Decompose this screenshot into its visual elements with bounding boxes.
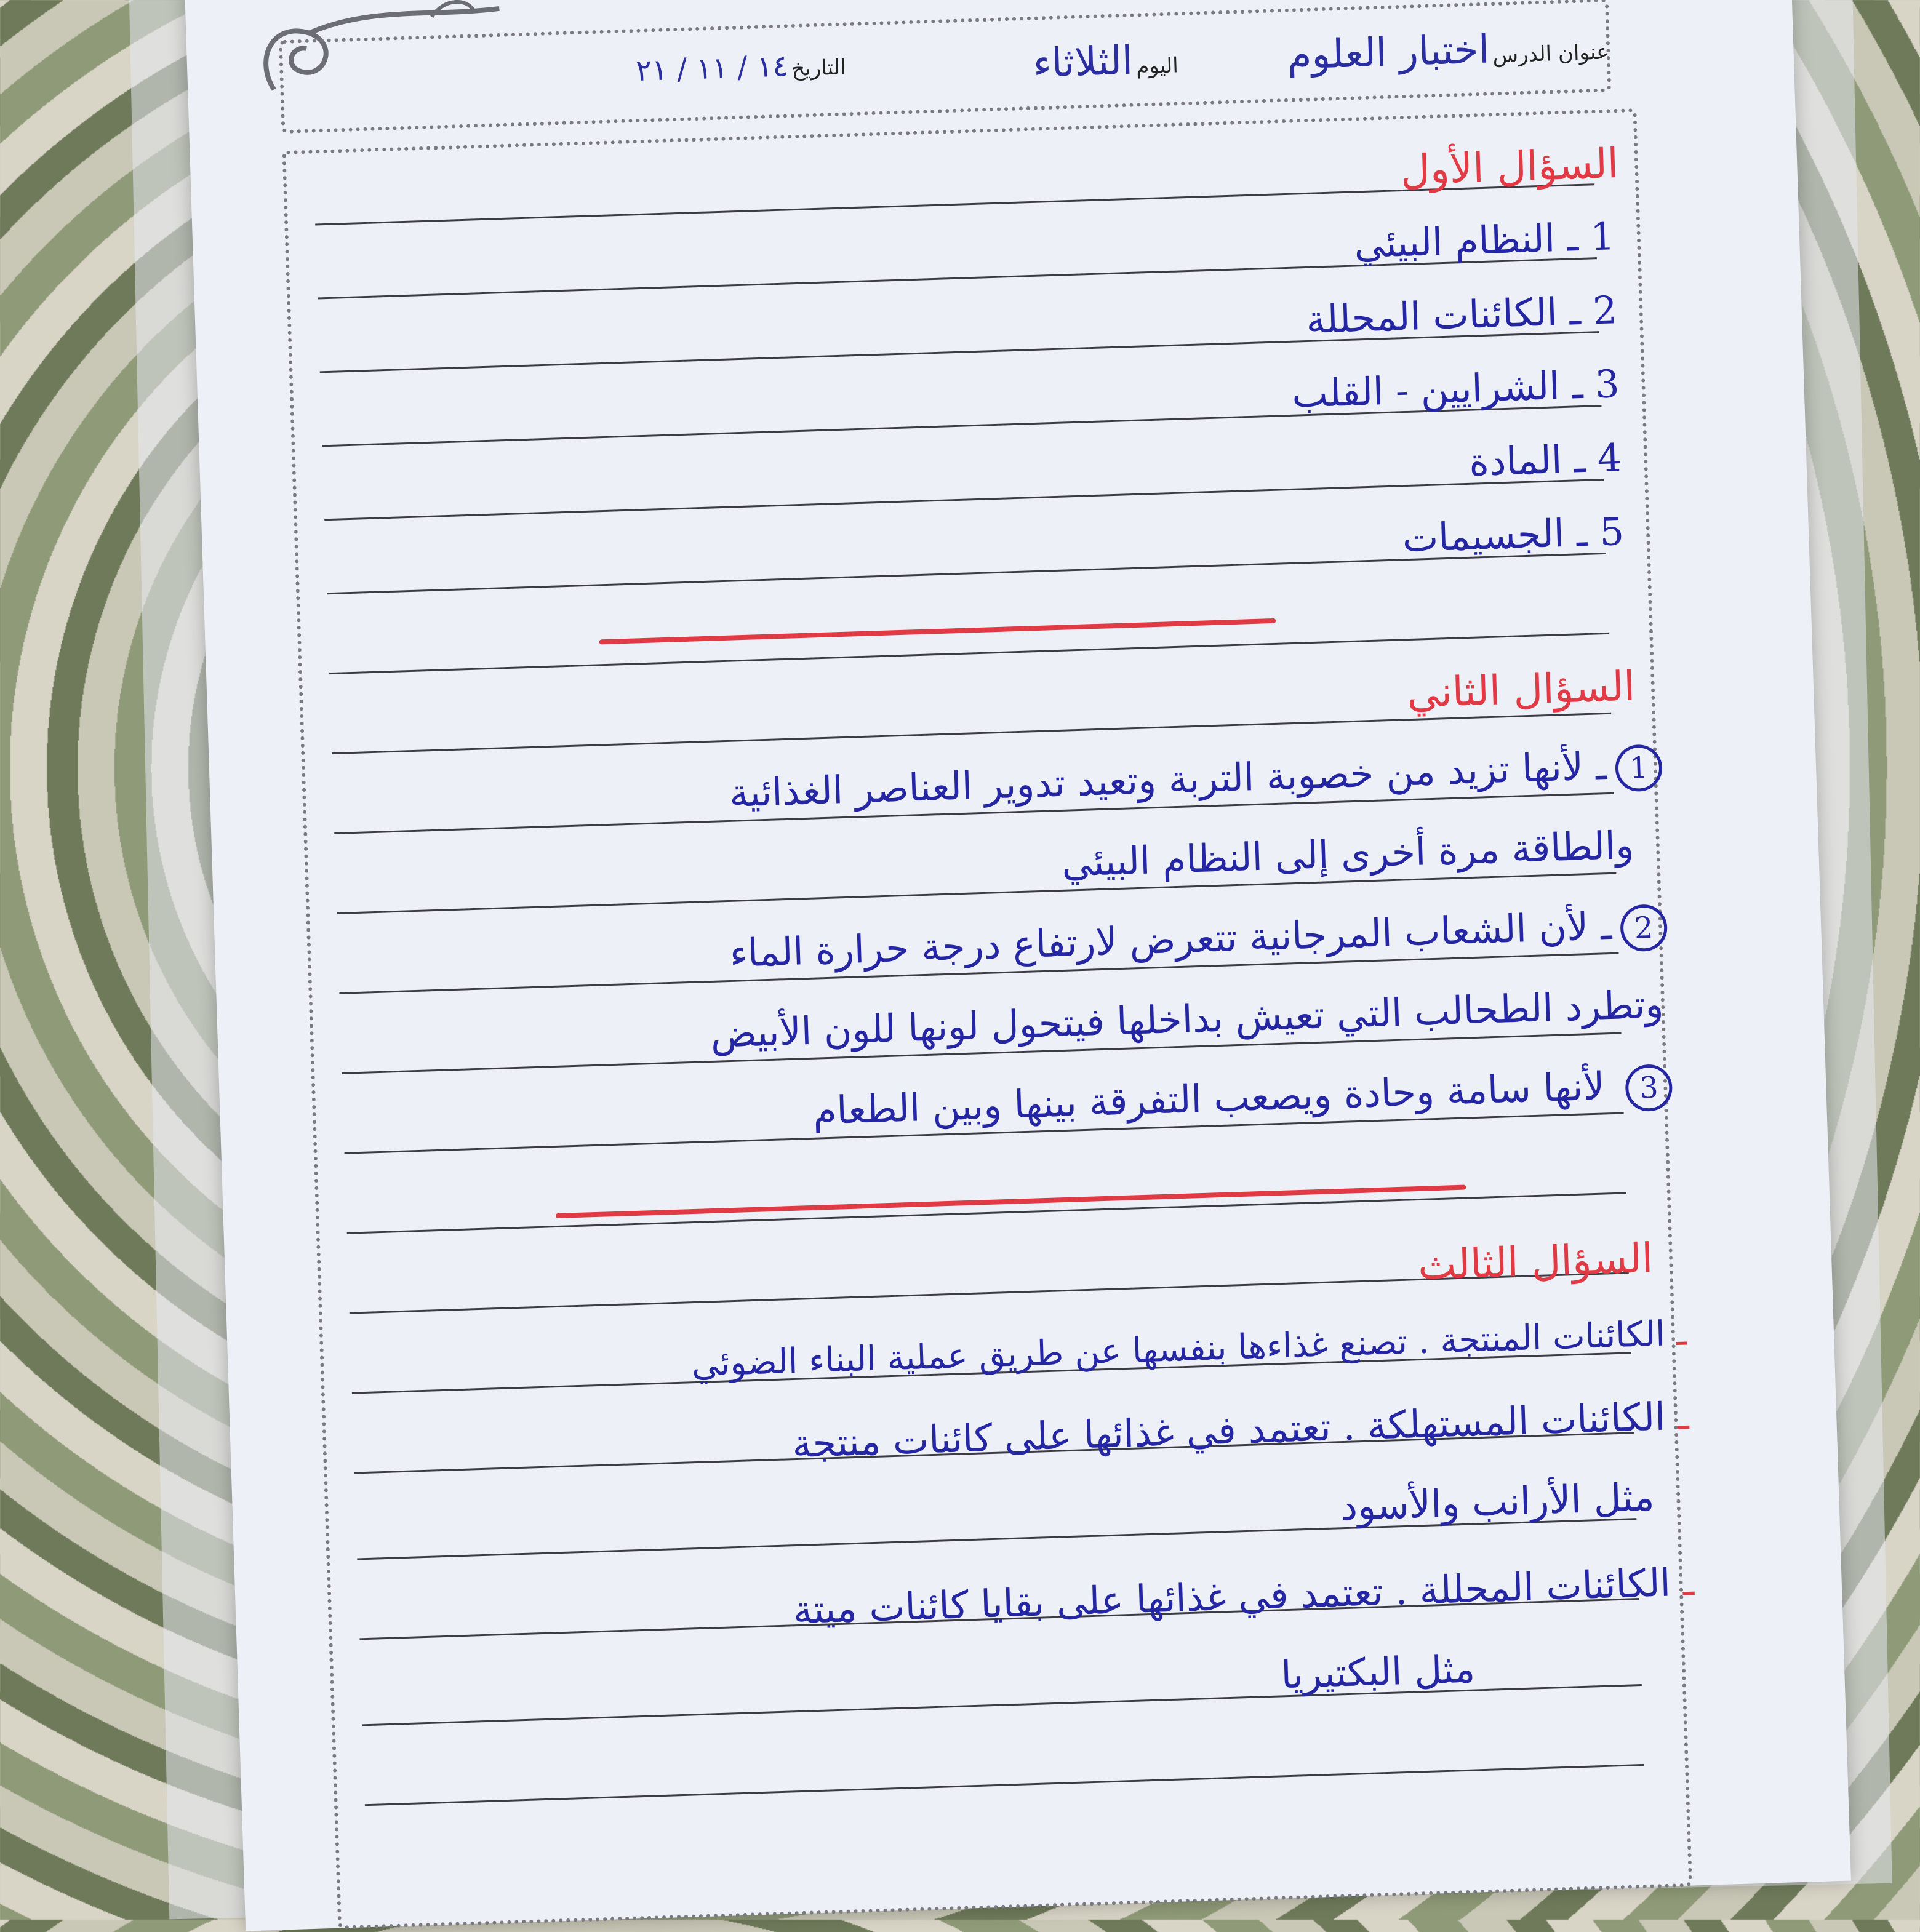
q3-title: السؤال الثالث xyxy=(1417,1234,1654,1290)
q1-item: 5 ـ الجسيمات xyxy=(1401,508,1625,561)
day-field xyxy=(1032,36,1179,87)
answer-number-circle: 3 xyxy=(1625,1064,1673,1112)
q2-answer-2-line-1: لأن الشعاب المرجانية تتعرض لارتفاع درجة حرارة الماء xyxy=(729,904,1590,976)
answer-number-circle: 1 xyxy=(1615,744,1663,792)
q2-answer-1-line-1: لأنها تزيد من خصوبة التربة وتعيد تدوير العناصر الغذائية xyxy=(728,744,1585,816)
lesson-value: اختبار العلوم xyxy=(1286,26,1490,79)
q2-answer-1-line-2: والطاقة مرة أخرى إلى النظام البيئي xyxy=(1061,822,1635,885)
q2-answer-2: 2ـ لأن الشعاب المرجانية تتعرض لارتفاع درجة حرارة الماء xyxy=(729,901,1668,980)
q2-answer-1: 1ـ لأنها تزيد من خصوبة التربة وتعيد تدوير العناصر الغذائية xyxy=(729,741,1663,820)
worksheet-page xyxy=(185,0,1851,1931)
red-dash: ـ xyxy=(1676,1393,1690,1439)
q1-item-number: 3 xyxy=(1594,361,1620,407)
day-label: اليوم xyxy=(1135,53,1179,79)
q2-answer-3-line-1: لأنها سامة وحادة ويصعب التفرقة بينها وبين الطعام xyxy=(812,1063,1606,1133)
q3-decomposers-example: مثل البكتيريا xyxy=(1280,1646,1476,1698)
q1-item: 2 ـ الكائنات المحللة xyxy=(1305,287,1618,343)
q3-line xyxy=(1280,1647,1476,1698)
date-label: التاريخ xyxy=(791,55,847,82)
q1-item-text: المادة xyxy=(1468,437,1563,485)
q1-item-number: 4 xyxy=(1596,435,1623,481)
q1-item-text: النظام البيئي xyxy=(1353,215,1556,267)
q3-consumers-example: مثل الأرانب والأسود xyxy=(1340,1474,1655,1530)
q1-item: 1 ـ النظام البيئي xyxy=(1353,214,1615,267)
red-dash: ـ xyxy=(1675,1313,1687,1354)
q2-title: السؤال الثاني xyxy=(1406,662,1636,717)
q3-consumers: الكائنات المستهلكة . تعتمد في غذائها على كائنات منتجة xyxy=(791,1394,1666,1467)
q1-item: 4 ـ المادة xyxy=(1468,435,1623,485)
q1-item-number: 5 xyxy=(1599,508,1625,555)
q1-item: 3 ـ الشرايين - القلب xyxy=(1291,361,1620,417)
red-dash: ـ xyxy=(1682,1559,1695,1605)
q1-item-text: الجسيمات xyxy=(1401,511,1566,561)
q3-producers: الكائنات المنتجة . تصنع غذاءها بنفسها عن طريق عملية البناء الضوئي xyxy=(690,1314,1666,1385)
q1-item-number: 1 xyxy=(1590,214,1615,260)
q1-item-text: الكائنات المحللة xyxy=(1305,289,1558,343)
day-value: الثلاثاء xyxy=(1032,38,1134,87)
q1-item-number: 2 xyxy=(1592,287,1618,333)
q2-answer-2-line-2: وتطرد الطحالب التي تعيش بداخلها فيتحول لونها للون الأبيض xyxy=(710,981,1665,1056)
date-field xyxy=(635,47,846,97)
lesson-label: عنوان الدرس xyxy=(1492,39,1610,68)
q1-item-text: الشرايين - القلب xyxy=(1291,363,1561,417)
q1-title: السؤال الأول xyxy=(1399,139,1620,194)
q3-decomposers: الكائنات المحللة . تعتمد في غذائها على بقايا كائنات ميتة xyxy=(792,1560,1671,1633)
answer-number-circle: 2 xyxy=(1620,904,1668,952)
date-value: ١٤ / ١١ / ٢١ xyxy=(635,49,790,89)
